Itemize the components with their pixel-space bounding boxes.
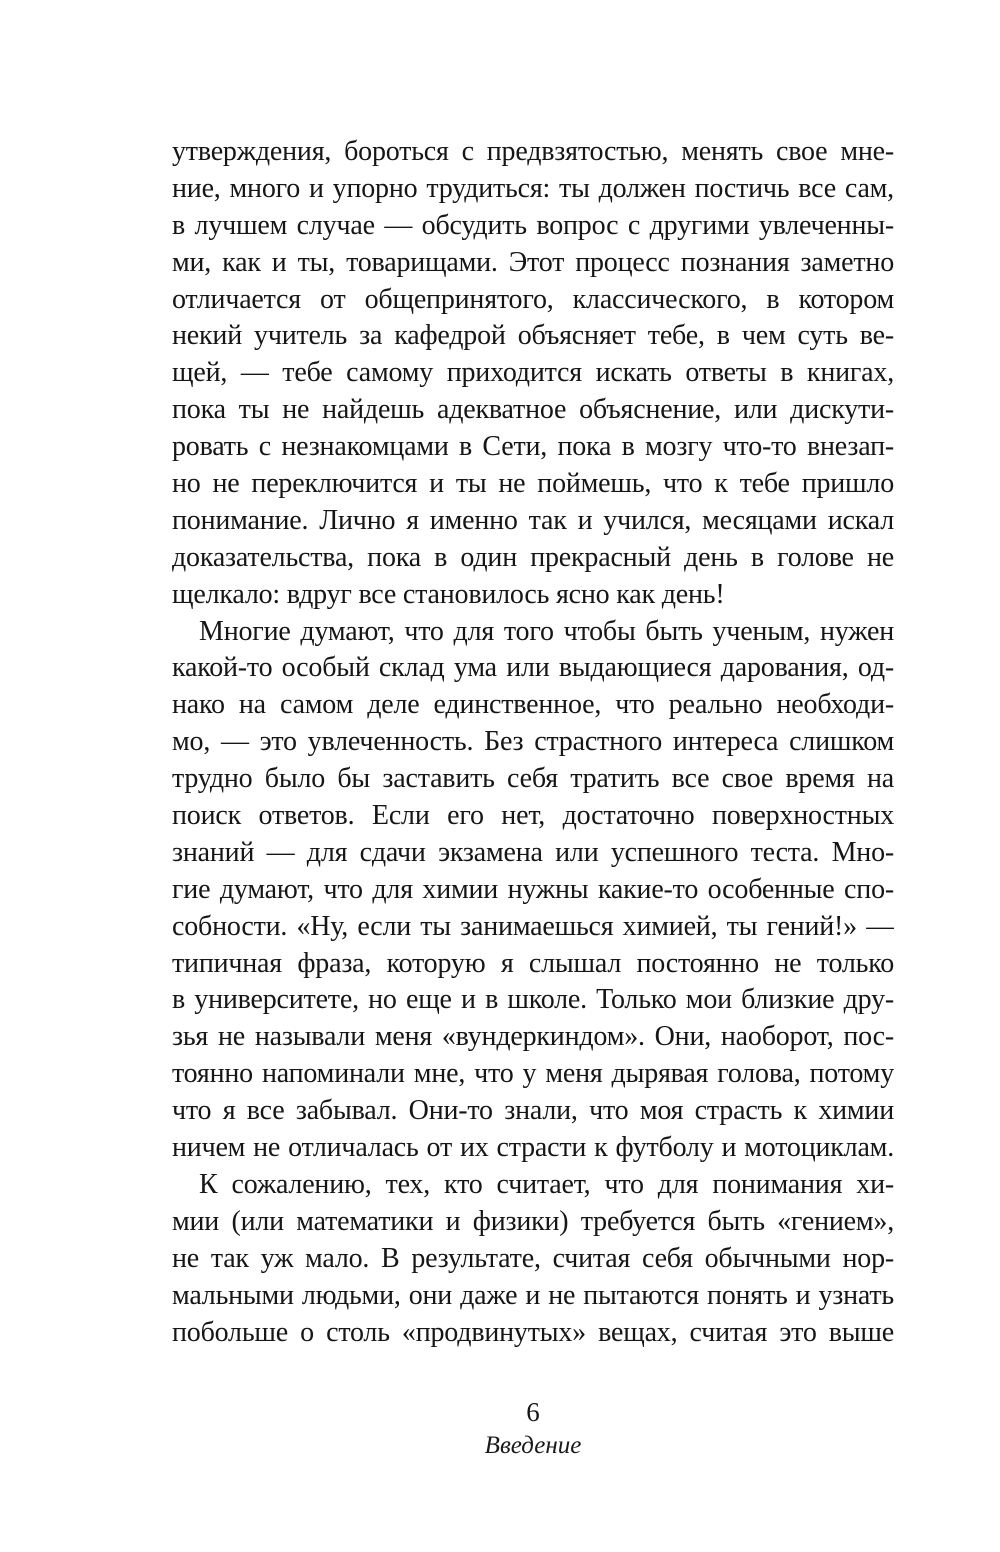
page-footer [172,1396,894,1461]
text-line: ние, много и упорно трудиться: ты должен постичь все сам, [172,172,894,204]
text-line: тоянно напоминали мне, что у меня дырявая голова, потому [172,1058,894,1090]
text-line: мальными людьми, они даже и не пытаются понять и узнать [172,1279,894,1311]
running-title: Введение [484,1432,582,1459]
text-line: понимание. Лично я именно так и учился, месяцами искал [172,504,894,536]
text-line: не так уж мало. В результате, считая себя обычными нор- [172,1242,894,1274]
text-line: знаний — для сдачи экзамена или успешного теста. Мно- [172,836,894,868]
page-number: 6 [526,1397,540,1427]
text-line: мо, — это увлеченность. Без страстного интереса слишком [172,726,894,758]
text-line: собности. «Ну, если ты занимаешься химией, ты гений!» — [172,910,894,942]
text-line: щелкало: вдруг все становилось ясно как день! [172,578,725,610]
text-line: К сожалению, тех, кто считает, что для понимания хи- [199,1168,894,1200]
text-line: ничем не отличалась от их страсти к футболу и мотоциклам. [172,1132,894,1164]
text-line: трудно было бы заставить себя тратить все свое время на [172,763,894,795]
text-block [172,134,894,1351]
text-line: пока ты не найдешь адекватное объяснение, или дискути- [172,394,894,426]
text-line: нако на самом деле единственное, что реально необходи- [172,689,894,721]
text-line: побольше о столь «продвинутых» вещах, считая это выше [172,1316,894,1348]
text-line: некий учитель за кафедрой объясняет тебе, в чем суть ве- [172,320,894,352]
text-line: зья не называли меня «вундеркиндом». Они, наоборот, пос- [172,1021,894,1053]
text-line: поиск ответов. Если его нет, достаточно поверхностных [172,800,894,832]
text-line: мии (или математики и физики) требуется быть «гением», [172,1205,894,1237]
text-line: в университете, но еще и в школе. Только мои близкие дру- [172,984,894,1016]
text-line: в лучшем случае — обсудить вопрос с другими увлеченны- [172,209,894,241]
paragraph [172,134,894,614]
text-line: какой-то особый склад ума или выдающиеся дарования, од- [172,652,894,684]
text-line: что я все забывал. Они-то знали, что моя страсть к химии [172,1095,894,1127]
text-line: гие думают, что для химии нужны какие-то особенные спо- [172,873,894,905]
text-line: отличается от общепринятого, классического, в котором [172,283,894,315]
text-line: но не переключится и ты не поймешь, что к тебе пришло [172,468,894,500]
text-line: ровать с незнакомцами в Сети, пока в мозгу что-то внезап- [172,431,894,463]
text-line: утверждения, бороться с предвзятостью, менять свое мне- [172,136,894,167]
text-line: доказательства, пока в один прекрасный день в голове не [172,541,894,573]
text-line: щей, — тебе самому приходится искать ответы в книгах, [172,357,894,389]
text-line: ми, как и ты, товарищами. Этот процесс познания заметно [172,246,894,278]
text-line: типичная фраза, которую я слышал постоянно не только [172,947,894,979]
paragraph [172,614,894,1167]
paragraph [172,1167,894,1351]
text-line: Многие думают, что для того чтобы быть ученым, нужен [199,615,894,647]
